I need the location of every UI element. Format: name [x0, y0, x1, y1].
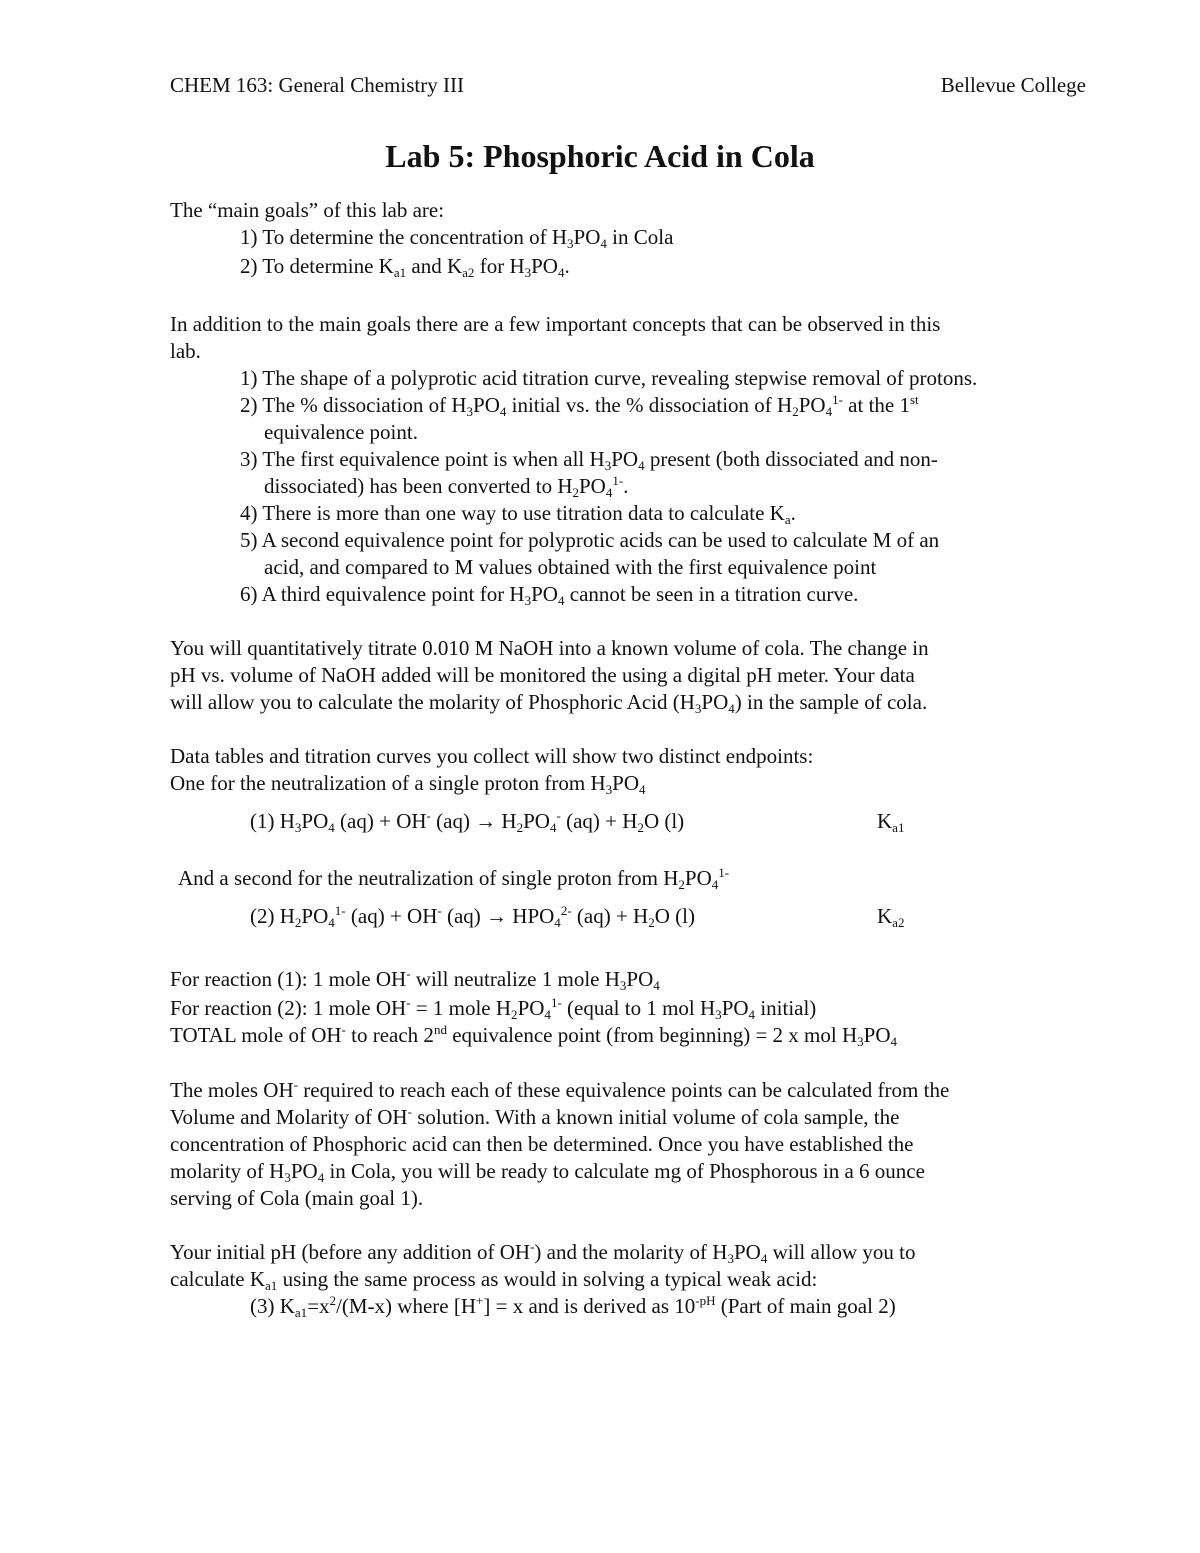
concept-5: 5) A second equivalence point for polyprotic acids can be used to calculate M of an [240, 528, 940, 552]
concept-1: 1) The shape of a polyprotic acid titration curve, revealing stepwise removal of protons. [240, 366, 978, 390]
reaction-1-note: For reaction (1): 1 mole OH- will neutralize 1 mole $H_3PO_4$ [170, 965, 660, 994]
para5-line-1: Your initial pH (before any addition of OH-) and the molarity of $H_3PO_4$ will allow you to [170, 1238, 916, 1267]
equation-3: (3) $K_{a1}=x^2/(M-x)$ where [H+] = x and is derived as $10^{-pH}$ (Part of main goal 2) [250, 1292, 896, 1321]
equation-1-constant: $K_{a1}$ [877, 809, 905, 836]
concept-3-cont: dissociated) has been converted to $H_2PO_4^{1-}$. [264, 472, 629, 501]
concept-3: 3) The first equivalence point is when all $H_3PO_4$ present (both dissociated and non- [240, 447, 938, 474]
para2-line-2: One for the neutralization of a single proton from $H_3PO_4$ [170, 771, 646, 798]
concept-5-cont: acid, and compared to M values obtained with the first equivalence point [264, 555, 877, 579]
para1-line-1: You will quantitatively titrate 0.010 M NaOH into a known volume of cola. The change in [170, 636, 929, 660]
page-title: Lab 5: Phosphoric Acid in Cola [385, 138, 815, 174]
para4-line-2: Volume and Molarity of OH- solution. With a known initial volume of cola sample, the [170, 1103, 900, 1129]
header-course: CHEM 163: General Chemistry III [170, 73, 464, 97]
para4-line-5: serving of Cola (main goal 1). [170, 1186, 424, 1210]
concept-6: 6) A third equivalence point for $H_3PO_4$ cannot be seen in a titration curve. [240, 582, 859, 609]
concept-4: 4) There is more than one way to use titration data to calculate $K_a$. [240, 501, 796, 528]
equation-1: (1) $H_3PO_4$ (aq) + OH- $(aq) \to H_2PO_4^-$ $(aq) + H_2O$ (l) $K_{a1}$ [250, 807, 905, 836]
concepts-intro-line-2: lab. [170, 339, 201, 363]
para1-line-3: will allow you to calculate the molarity of Phosphoric Acid $(H_3PO_4)$ in the sample of cola. [170, 690, 928, 717]
goals-intro: The “main goals” of this lab are: [170, 198, 445, 222]
header-school: Bellevue College [940, 73, 1086, 97]
concepts-intro-line-1: In addition to the main goals there are a few important concepts that can be observed in this [170, 312, 941, 336]
para2-line-1: Data tables and titration curves you collect will show two distinct endpoints: [170, 744, 814, 768]
total-moles-note: TOTAL mole of OH- to reach 2nd equivalence point (from beginning) = 2 x mol $H_3PO_4$ [170, 1021, 898, 1050]
reaction-2-note: For reaction (2): 1 mole OH- = 1 mole $H_2PO_4^{1-}$ (equal to 1 mol $H_3PO_4$ initial) [170, 994, 817, 1023]
equation-2: (2) $H_2PO_4^{1-}$ (aq) + OH- $(aq) \to HPO_4^{2-}$ $(aq) + H_2O$ (l) $K_{a2}$ [250, 902, 905, 931]
para4-line-4: molarity of $H_3PO_4$ in Cola, you will be ready to calculate mg of Phosphorous in a 6 ounce [170, 1159, 925, 1186]
concept-2-cont: equivalence point. [264, 420, 418, 444]
para1-line-2: pH vs. volume of NaOH added will be monitored the using a digital pH meter. Your data [170, 663, 915, 687]
para5-line-2: calculate $K_{a1}$ using the same process as would in solving a typical weak acid: [170, 1267, 818, 1294]
goal-1: 1) To determine the concentration of $H_3PO_4$ in Cola [240, 225, 674, 252]
para4-line-3: concentration of Phosphoric acid can then be determined. Once you have established the [170, 1132, 914, 1156]
goal-2: 2) To determine $K_{a1}$ and $K_{a2}$ for $H_3PO_4$. [240, 254, 570, 281]
para4-line-1: The moles OH- required to reach each of these equivalence points can be calculated from the [170, 1076, 950, 1102]
para3-line-1: And a second for the neutralization of single proton from $H_2PO_4^{1-}$ [178, 864, 730, 893]
concept-2: 2) The % dissociation of $H_3PO_4$ initial vs. the % dissociation of $H_2PO_4^{1-}$ at the 1st [240, 391, 919, 420]
equation-2-constant: $K_{a2}$ [877, 904, 905, 931]
